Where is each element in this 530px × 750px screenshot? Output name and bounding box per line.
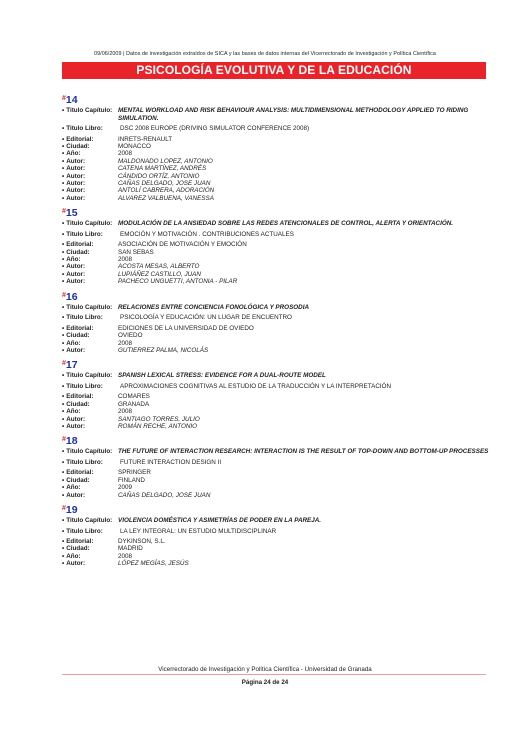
- author-row-label: • Autor:: [62, 165, 118, 172]
- publisher-row-value: COMARES: [118, 393, 150, 401]
- book-title-row-label: • Titulo Libro:: [62, 528, 118, 535]
- year-row-value: 2009: [118, 484, 133, 492]
- author-row-value: ALVAREZ VALBUENA, VANESSA: [118, 194, 214, 202]
- entry-hash: #: [62, 291, 66, 299]
- header-date: 09/06/2009: [94, 51, 122, 57]
- entry-hash: #: [62, 360, 66, 368]
- author-row: [62, 271, 502, 278]
- chapter-title-row-value: VIOLENCIA DOMÉSTICA Y ASIMETRÍAS DE PODER EN LA PAREJA.: [118, 516, 322, 524]
- header-separator: |: [123, 51, 125, 57]
- entry-hash: #: [62, 95, 66, 102]
- author-row-label: • Autor:: [62, 263, 118, 270]
- entry-number: [62, 93, 502, 107]
- city-row-value: MADRID: [118, 545, 143, 553]
- author-row-value: LUPIÁÑEZ CASTILLO, JUAN: [118, 270, 201, 278]
- chapter-title-row: [62, 304, 502, 312]
- city-row-value: SAN SEBAS: [118, 248, 154, 256]
- chapter-title-row-value: MODULACIÓN DE LA ANSIEDAD SOBRE LAS REDES ATENCIONALES DE CONTROL, ALERTA Y ORIENTACIÓN.: [118, 220, 454, 228]
- city-row: [62, 332, 502, 339]
- year-row-value: 2008: [118, 552, 133, 560]
- author-row-value: CÁNDIDO ORTÍZ, ANTONIO: [118, 172, 200, 180]
- year-row-label: • Año:: [62, 408, 118, 415]
- year-row-label: • Año:: [62, 484, 118, 491]
- year-row-label: • Año:: [62, 553, 118, 560]
- entry-number: [62, 434, 502, 448]
- book-title-row-value: EMOCIÓN Y MOTIVACIÓN . CONTRIBUCIONES ACTUALES: [120, 230, 294, 238]
- entry-18: [62, 434, 502, 499]
- publisher-row-label: • Editorial:: [62, 325, 118, 332]
- author-row: [62, 165, 502, 172]
- book-title-row: [62, 231, 502, 238]
- book-title-row: [62, 459, 502, 466]
- year-row-value: 2008: [118, 256, 133, 264]
- publisher-row-label: • Editorial:: [62, 469, 118, 476]
- author-row-value: ANTOLÍ CABRERA, ADORACIÓN: [118, 187, 215, 195]
- chapter-title-row-value: MENTAL WORKLOAD AND RISK BEHAVIOUR ANALYSIS: MULTIDIMENSIONAL METHODOLOGY APPLIED TO RIDING SIMULATION.: [118, 107, 469, 122]
- page-header: [0, 51, 530, 57]
- entry-hash: #: [62, 504, 66, 512]
- author-row-value: MALDONADO LOPEZ, ANTONIO: [118, 157, 213, 165]
- publisher-row-value: INRETS-RENAULT: [118, 135, 173, 143]
- city-row-value: MONACCO: [118, 143, 151, 150]
- chapter-title-row-value: THE FUTURE OF INTERACTION RESEARCH: INTERACTION IS THE RESULT OF TOP-DOWN AND BOTTOM-UP PROCESSES: [118, 448, 489, 456]
- publisher-row-value: EDICIONES DE LA UNIVERSIDAD DE OVIEDO: [118, 324, 254, 332]
- entry-number-value: 15: [65, 207, 78, 220]
- author-row-label: • Autor:: [62, 158, 118, 165]
- city-row-label: • Ciudad:: [62, 477, 118, 484]
- year-row: [62, 408, 502, 415]
- publisher-row: [62, 325, 502, 332]
- chapter-title-row: [62, 372, 502, 380]
- chapter-title-row-label: • Titulo Capítulo:: [62, 517, 118, 525]
- chapter-title-row-label: • Titulo Capítulo:: [62, 107, 118, 122]
- book-title-row-value: APROXIMACIONES COGNITIVAS AL ESTUDIO DE LA TRADUCCIÓN Y LA INTERPRETACIÓN: [120, 382, 392, 390]
- author-row: [62, 423, 502, 430]
- year-row-label: • Año:: [62, 256, 118, 263]
- publisher-row: [62, 469, 502, 476]
- city-row: [62, 249, 502, 256]
- year-row-value: 2008: [118, 408, 133, 416]
- publisher-row: [62, 136, 502, 143]
- entry-hash: #: [62, 436, 66, 444]
- year-row: [62, 150, 502, 157]
- publisher-row-label: • Editorial:: [62, 136, 118, 143]
- city-row: [62, 143, 502, 150]
- city-row-label: • Ciudad:: [62, 249, 118, 256]
- author-row-value: ACOSTA MESAS, ALBERTO: [118, 263, 200, 271]
- author-row: [62, 560, 502, 567]
- author-row-label: • Autor:: [62, 173, 118, 180]
- entry-16: [62, 290, 502, 355]
- entry-hash: #: [62, 208, 66, 216]
- author-row-label: • Autor:: [62, 271, 118, 278]
- publisher-row-value: SPRINGER: [118, 469, 151, 477]
- book-title-row: [62, 314, 502, 321]
- entry-number: [62, 206, 502, 220]
- book-title-row: [62, 383, 502, 390]
- chapter-title-row-label: • Titulo Capítulo:: [62, 304, 118, 312]
- author-row-label: • Autor:: [62, 492, 118, 499]
- publisher-row-label: • Editorial:: [62, 241, 118, 248]
- entry-17: [62, 358, 502, 430]
- book-title-row-value: PSICOLOGÍA Y EDUCACIÓN: UN LUGAR DE ENCUENTRO: [120, 314, 292, 322]
- entry-15: [62, 206, 502, 285]
- author-row-value: LÓPEZ MEGÍAS, JESÚS: [118, 560, 189, 568]
- entry-19: [62, 503, 502, 568]
- author-row-label: • Autor:: [62, 560, 118, 567]
- entry-number: [62, 290, 502, 304]
- author-row-label: • Autor:: [62, 416, 118, 423]
- footer-divider: [62, 674, 486, 675]
- author-row: [62, 195, 502, 202]
- entry-number-value: 18: [65, 435, 78, 448]
- author-row: [62, 187, 502, 194]
- book-title-row-value: FUTURE INTERACTION DESIGN II: [120, 458, 222, 466]
- chapter-title-row-label: • Titulo Capítulo:: [62, 220, 118, 228]
- chapter-title-row: [62, 220, 502, 228]
- city-row-value: OVIEDO: [118, 332, 143, 340]
- book-title-row-value: LA LEY INTEGRAL: UN ESTUDIO MULTIDISCIPLINAR: [120, 527, 277, 535]
- entry-number: [62, 358, 502, 372]
- entry-number: [62, 503, 502, 517]
- chapter-title-row: [62, 517, 502, 525]
- author-row-value: CAÑAS DELGADO, JOSE JUAN: [118, 180, 211, 188]
- book-title-row-label: • Titulo Libro:: [62, 314, 118, 321]
- author-row-label: • Autor:: [62, 187, 118, 194]
- author-row: [62, 492, 502, 499]
- author-row: [62, 416, 502, 423]
- publisher-row: [62, 538, 502, 545]
- year-row: [62, 340, 502, 347]
- author-row-label: • Autor:: [62, 423, 118, 430]
- author-row-value: GUTIERREZ PALMA, NICOLÁS: [118, 346, 209, 354]
- city-row-value: FINLAND: [118, 476, 145, 484]
- year-row-value: 2008: [118, 339, 133, 347]
- entry-number-value: 14: [65, 94, 78, 106]
- city-row: [62, 545, 502, 552]
- publisher-row-label: • Editorial:: [62, 393, 118, 400]
- author-row: [62, 173, 502, 180]
- chapter-title-row: [62, 107, 502, 122]
- city-row: [62, 477, 502, 484]
- publisher-row: [62, 241, 502, 248]
- book-title-row-label: • Titulo Libro:: [62, 459, 118, 466]
- chapter-title-row: [62, 448, 502, 456]
- author-row-label: • Autor:: [62, 195, 118, 202]
- author-row-value: ROMÁN RECHE, ANTONIO: [118, 422, 198, 430]
- publisher-row-value: ASOCIACIÓN DE MOTIVACIÓN Y EMOCIÓN: [118, 241, 247, 249]
- entry-14: [62, 93, 502, 202]
- city-row-label: • Ciudad:: [62, 143, 118, 150]
- book-title-row-label: • Titulo Libro:: [62, 231, 118, 238]
- chapter-title-row-label: • Titulo Capítulo:: [62, 448, 118, 456]
- city-row: [62, 401, 502, 408]
- entry-number-value: 17: [65, 359, 78, 372]
- entries-list: [62, 93, 502, 572]
- entry-number-value: 16: [65, 290, 78, 303]
- year-row-label: • Año:: [62, 340, 118, 347]
- author-row-value: PACHECO UNGUETTI, ANTONIA - PILAR: [118, 278, 238, 286]
- page-number: Página 24 de 24: [241, 679, 289, 686]
- author-row-label: • Autor:: [62, 278, 118, 285]
- year-row: [62, 256, 502, 263]
- book-title-row: [62, 125, 502, 132]
- city-row-label: • Ciudad:: [62, 545, 118, 552]
- city-row-value: GRANADA: [118, 400, 150, 408]
- book-title-row-label: • Titulo Libro:: [62, 125, 118, 132]
- header-text: Datos de investigación extraídos de SICA y las bases de datos internas del Vicerrectorado de Investigación y Política Científica: [126, 51, 436, 57]
- author-row-label: • Autor:: [62, 180, 118, 187]
- publisher-row-label: • Editorial:: [62, 538, 118, 545]
- entry-number-value: 19: [65, 503, 78, 516]
- publisher-row-value: DYKINSON, S.L.: [118, 537, 166, 545]
- year-row-value: 2008: [118, 150, 133, 158]
- publisher-row: [62, 393, 502, 400]
- footer-text: Vicerrectorado de Investigación y Política Científica - Universidad de Granada: [158, 666, 372, 673]
- book-title-row: [62, 528, 502, 535]
- author-row-value: CAÑAS DELGADO, JOSE JUAN: [118, 491, 211, 499]
- section-title: PSICOLOGÍA EVOLUTIVA Y DE LA EDUCACIÓN: [62, 62, 486, 79]
- author-row-label: • Autor:: [62, 347, 118, 354]
- author-row: [62, 347, 502, 354]
- year-row-label: • Año:: [62, 150, 118, 157]
- author-row-value: SANTIAGO TORRES, JULIO: [118, 415, 200, 423]
- chapter-title-row-label: • Titulo Capítulo:: [62, 372, 118, 380]
- book-title-row-value: DSC 2008 EUROPE (DRIVING SIMULATOR CONFERENCE 2008): [120, 125, 310, 133]
- author-row-value: CATENA MARTÍNEZ, ANDRÉS: [118, 165, 207, 173]
- author-row: [62, 278, 502, 285]
- chapter-title-row-value: RELACIONES ENTRE CONCIENCIA FONOLÓGICA Y PROSODIA: [118, 303, 310, 311]
- city-row-label: • Ciudad:: [62, 401, 118, 408]
- city-row-label: • Ciudad:: [62, 332, 118, 339]
- author-row: [62, 263, 502, 270]
- book-title-row-label: • Titulo Libro:: [62, 383, 118, 390]
- year-row: [62, 484, 502, 491]
- chapter-title-row-value: SPANISH LEXICAL STRESS: EVIDENCE FOR A DUAL-ROUTE MODEL: [118, 372, 326, 380]
